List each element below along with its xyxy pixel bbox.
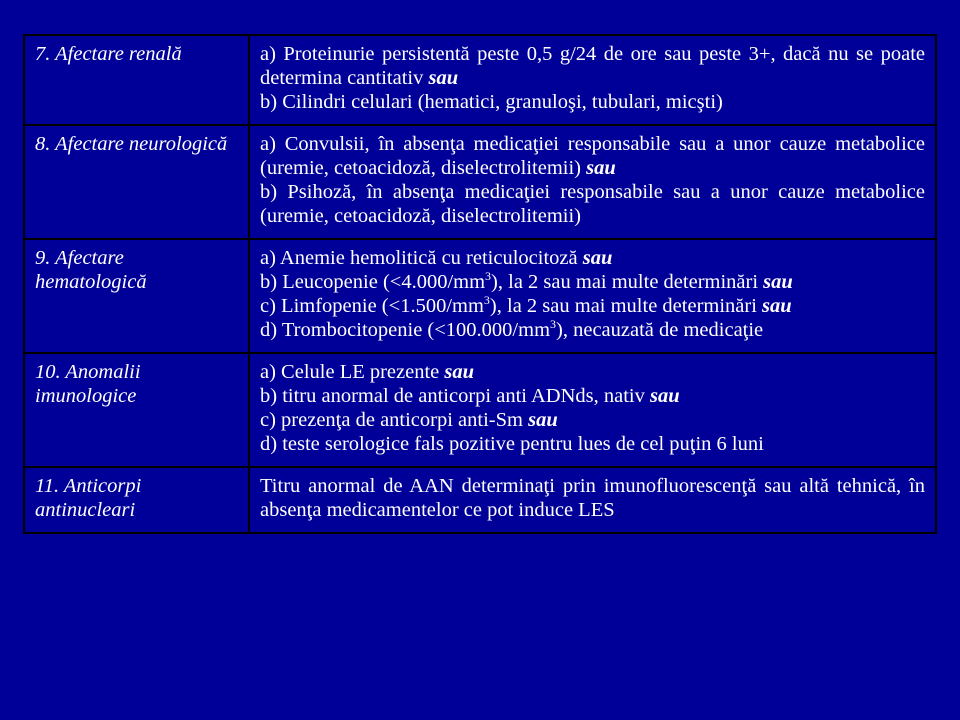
table-row — [24, 467, 936, 533]
criterion-label: 10. Anomalii imunologice — [24, 353, 249, 467]
criterion-item: d) Trombocitopenie $(<100.000/mm^3)$, necauzată de medicaţie — [260, 317, 764, 341]
criterion-description — [249, 125, 936, 239]
criterion-item: d) teste serologice fals pozitive pentru lues de cel puţin 6 luni — [260, 433, 764, 455]
criterion-label: 7. Afectare renală — [24, 35, 249, 125]
table-row — [24, 35, 936, 125]
criterion-item: b) Cilindri celulari (hematici, granuloşi, tubulari, micşti) — [260, 91, 723, 113]
criterion-label: 11. Anticorpi antinucleari — [24, 467, 249, 533]
criterion-item: c) Limfopenie $(<1.500/mm^3)$, la 2 sau mai multe determinări sau — [260, 293, 792, 317]
sau-conjunction: sau — [763, 271, 793, 293]
sau-conjunction: sau — [444, 361, 475, 383]
criteria-table — [23, 34, 937, 534]
sau-conjunction: sau — [762, 295, 792, 317]
table-row — [24, 239, 936, 353]
sau-conjunction: sau — [586, 157, 616, 179]
criterion-label: 9. Afectare hematologică — [24, 239, 249, 353]
criterion-description — [249, 467, 936, 533]
sau-conjunction: sau — [649, 385, 680, 407]
criterion-item: Titru anormal de AAN determinaţi prin imunofluorescenţă sau altă tehnică, în absenţa medicamentelor ce pot induce LES — [260, 475, 925, 521]
criterion-description — [249, 353, 936, 467]
criterion-item: b) Psihoză, în absenţa medicaţiei responsabile sau a unor cauze metabolice (uremie, cetoacidoză, diselectrolitemii) — [260, 181, 925, 227]
criterion-label: 8. Afectare neurologică — [24, 125, 249, 239]
criterion-item: a) Anemie hemolitică cu reticulocitoză sau — [260, 247, 613, 269]
criterion-item: a) Convulsii, în absenţa medicaţiei responsabile sau a unor cauze metabolice (uremie, cetoacidoză, diselectrolitemii) sau — [260, 133, 925, 179]
criterion-item: b) titru anormal de anticorpi anti ADNds, nativ sau — [260, 385, 680, 407]
criterion-item: c) prezenţa de anticorpi anti-Sm sau — [260, 409, 558, 431]
table-row — [24, 125, 936, 239]
criterion-description — [249, 239, 936, 353]
criterion-item: a) Celule LE prezente sau — [260, 361, 475, 383]
sau-conjunction: sau — [582, 247, 613, 269]
criterion-description — [249, 35, 936, 125]
criterion-item: a) Proteinurie persistentă peste 0,5 g/24 de ore sau peste 3+, dacă nu se poate determina cantitativ sau — [260, 43, 925, 89]
sau-conjunction: sau — [528, 409, 558, 431]
sau-conjunction: sau — [428, 67, 459, 89]
table-row — [24, 353, 936, 467]
criterion-item: b) Leucopenie $(<4.000/mm^3)$, la 2 sau mai multe determinări sau — [260, 269, 793, 293]
